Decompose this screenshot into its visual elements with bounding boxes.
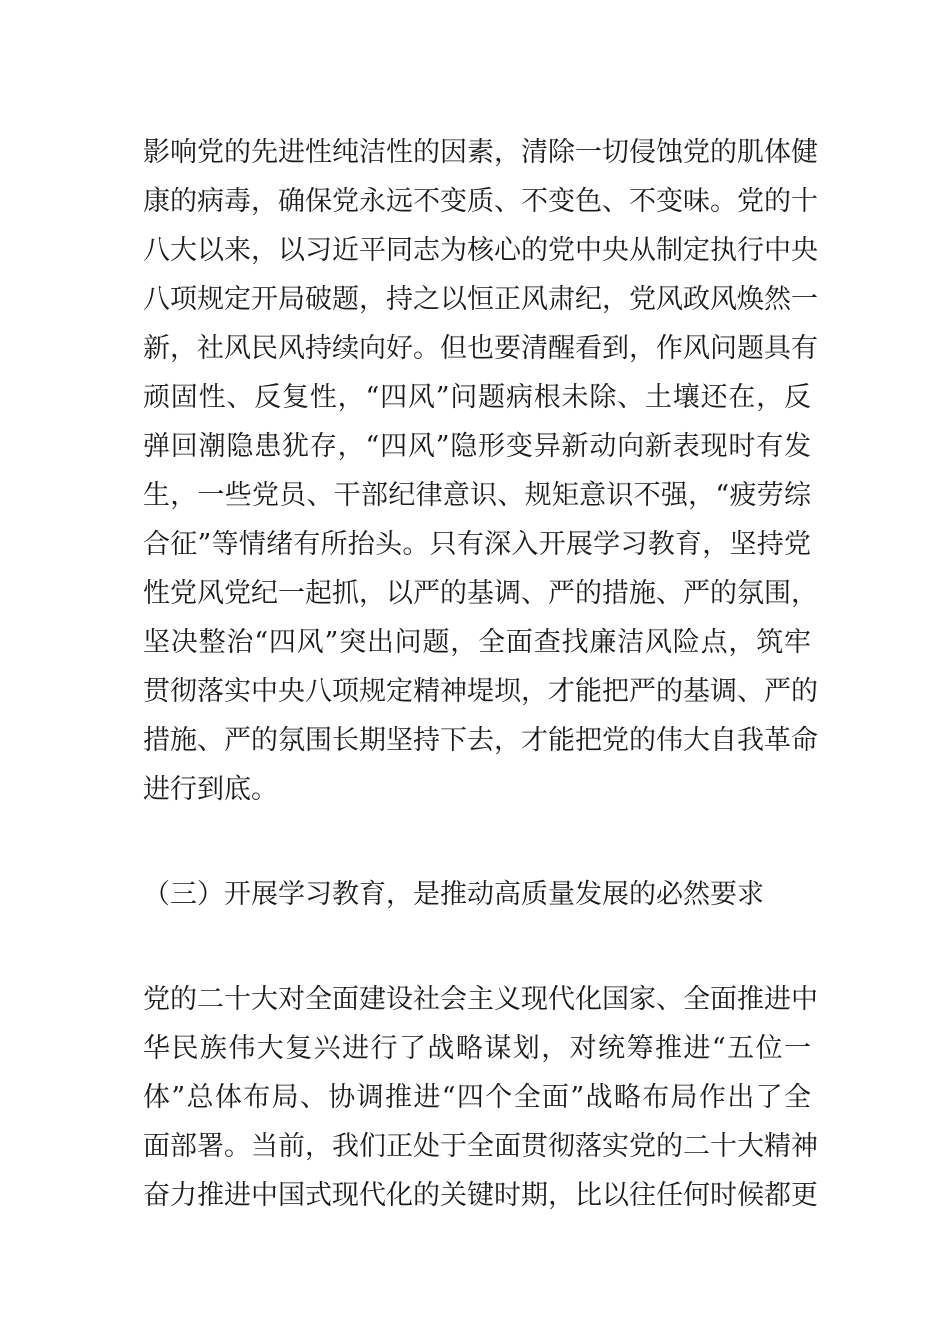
paragraph-line: 八大以来，以习近平同志为核心的党中央从制定执行中央 (143, 235, 818, 266)
paragraph-line: 华民族伟大复兴进行了战略谋划，对统筹推进“五位一 (143, 1033, 811, 1064)
paragraph-line: 措施、严的氛围长期坚持下去，才能把党的伟大自我革命 (143, 725, 818, 756)
section-heading: （三）开展学习教育，是推动高质量发展的必然要求 (143, 879, 764, 910)
paragraph-line: 奋力推进中国式现代化的关键时期，比以往任何时候都更 (143, 1180, 818, 1211)
paragraph-line: 影响党的先进性纯洁性的因素，清除一切侵蚀党的肌体健 (143, 137, 818, 168)
paragraph-line: 坚决整治“四风”突出问题，全面查找廉洁风险点，筑牢 (143, 627, 811, 658)
paragraph-line: 面部署。当前，我们正处于全面贯彻落实党的二十大精神 (143, 1131, 818, 1162)
paragraph-line: 顽固性、反复性，“四风”问题病根未除、土壤还在，反 (143, 382, 811, 413)
paragraph-line: 合征”等情绪有所抬头。只有深入开展学习教育，坚持党 (143, 529, 811, 560)
paragraph-line: 性党风党纪一起抓，以严的基调、严的措施、严的氛围， (143, 578, 818, 609)
paragraph-line: 党的二十大对全面建设社会主义现代化国家、全面推进中 (143, 984, 818, 1015)
paragraph-line: 进行到底。 (143, 774, 278, 805)
paragraph-line: 弹回潮隐患犹存，“四风”隐形变异新动向新表现时有发 (143, 431, 811, 462)
paragraph-line: 生，一些党员、干部纪律意识、规矩意识不强，“疲劳综 (143, 480, 811, 511)
paragraph-line: 康的病毒，确保党永远不变质、不变色、不变味。党的十 (143, 186, 818, 217)
paragraph-line: 八项规定开局破题，持之以恒正风肃纪，党风政风焕然一 (143, 284, 818, 315)
paragraph-line: 贯彻落实中央八项规定精神堤坝，才能把严的基调、严的 (143, 676, 818, 707)
paragraph-line: 体”总体布局、协调推进“四个全面”战略布局作出了全 (143, 1082, 811, 1113)
paragraph-line: 新，社风民风持续向好。但也要清醒看到，作风问题具有 (143, 333, 818, 364)
